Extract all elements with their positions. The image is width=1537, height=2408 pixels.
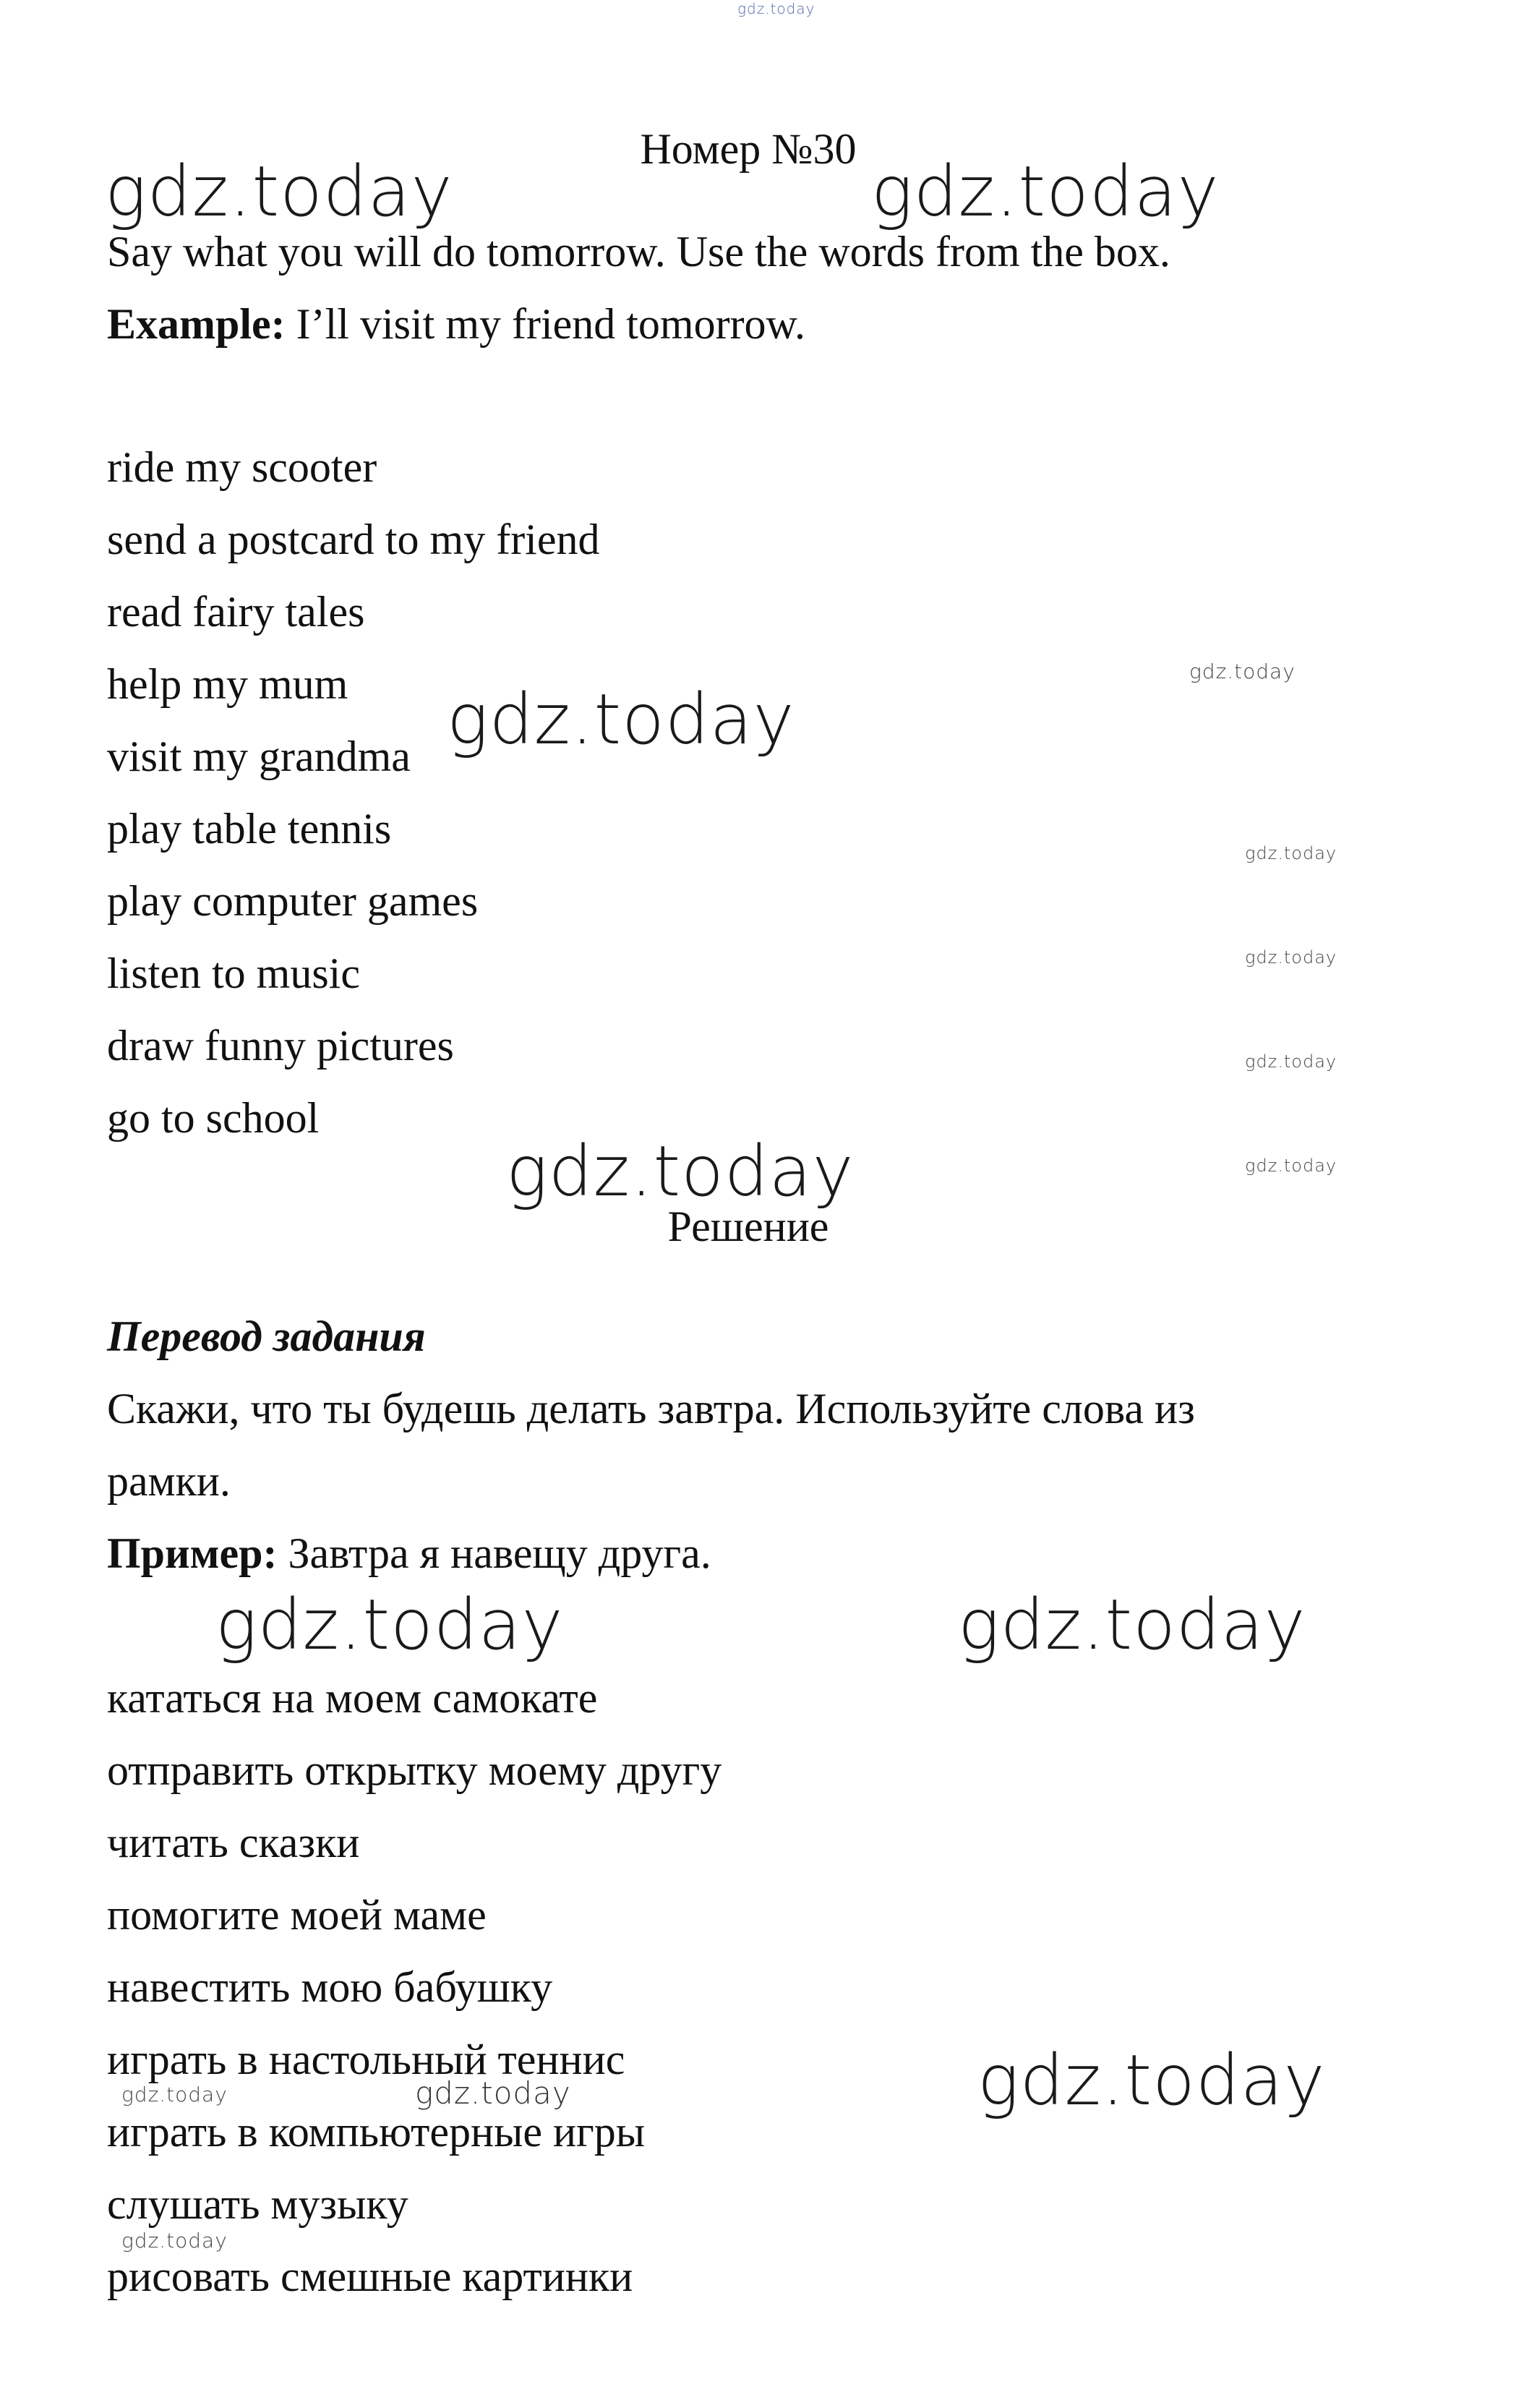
translation-item: навестить мою бабушку [107,1963,553,2011]
translation-item: играть в компьютерные игры [107,2108,646,2156]
task-item: listen to music [107,949,360,997]
task-item: send a postcard to my friend [107,516,600,563]
translation-instruction: рамки. [107,1457,231,1505]
task-item: go to school [107,1094,320,1142]
translation-item: отправить открытку моему другу [107,1746,722,1794]
exercise-number: Номер №30 [640,125,857,173]
watermark: gdz.today [121,2229,228,2253]
watermark: gdz.today [1189,659,1296,683]
task-item: play table tennis [107,805,392,853]
watermark: gdz.today [737,0,815,17]
watermark: gdz.today [871,151,1220,232]
task-item: ride my scooter [107,443,377,491]
watermark: gdz.today [447,679,795,760]
translation-instruction: Скажи, что ты будешь делать завтра. Используйте слова из [107,1385,1195,1433]
example-label: Пример: [107,1529,278,1577]
watermark: gdz.today [1245,843,1337,863]
watermark: gdz.today [1245,947,1337,968]
translation-item: играть в настольный теннис [107,2036,625,2083]
watermark: gdz.today [1245,1051,1337,1072]
task-item: draw funny pictures [107,1022,454,1069]
task-item: visit my grandma [107,733,411,780]
watermark: gdz.today [415,2075,571,2111]
watermark: gdz.today [958,1584,1306,1665]
solution-heading: Решение [667,1203,829,1250]
watermark: gdz.today [977,2040,1326,2121]
task-item: read fairy tales [107,588,365,636]
task-item: play computer games [107,877,479,925]
watermark: gdz.today [1245,1156,1337,1176]
translation-item: рисовать смешные картинки [107,2253,633,2300]
watermark: gdz.today [121,2083,228,2106]
task-example [107,298,805,350]
task-instruction: Say what you will do tomorrow. Use the words from the box. [107,228,1170,276]
translation-item: кататься на моем самокате [107,1674,598,1722]
example-text: Завтра я навещу друга. [288,1529,711,1577]
watermark: gdz.today [105,151,453,232]
translation-item: читать сказки [107,1819,360,1866]
watermark: gdz.today [506,1131,855,1212]
example-label: Example: [107,300,286,348]
translation-example [107,1527,711,1579]
task-item: help my mum [107,660,348,708]
example-text: I’ll visit my friend tomorrow. [296,300,805,348]
translation-item: помогите моей маме [107,1891,487,1939]
translation-item: слушать музыку [107,2180,408,2228]
translation-heading: Перевод задания [107,1312,426,1360]
watermark: gdz.today [215,1584,564,1665]
